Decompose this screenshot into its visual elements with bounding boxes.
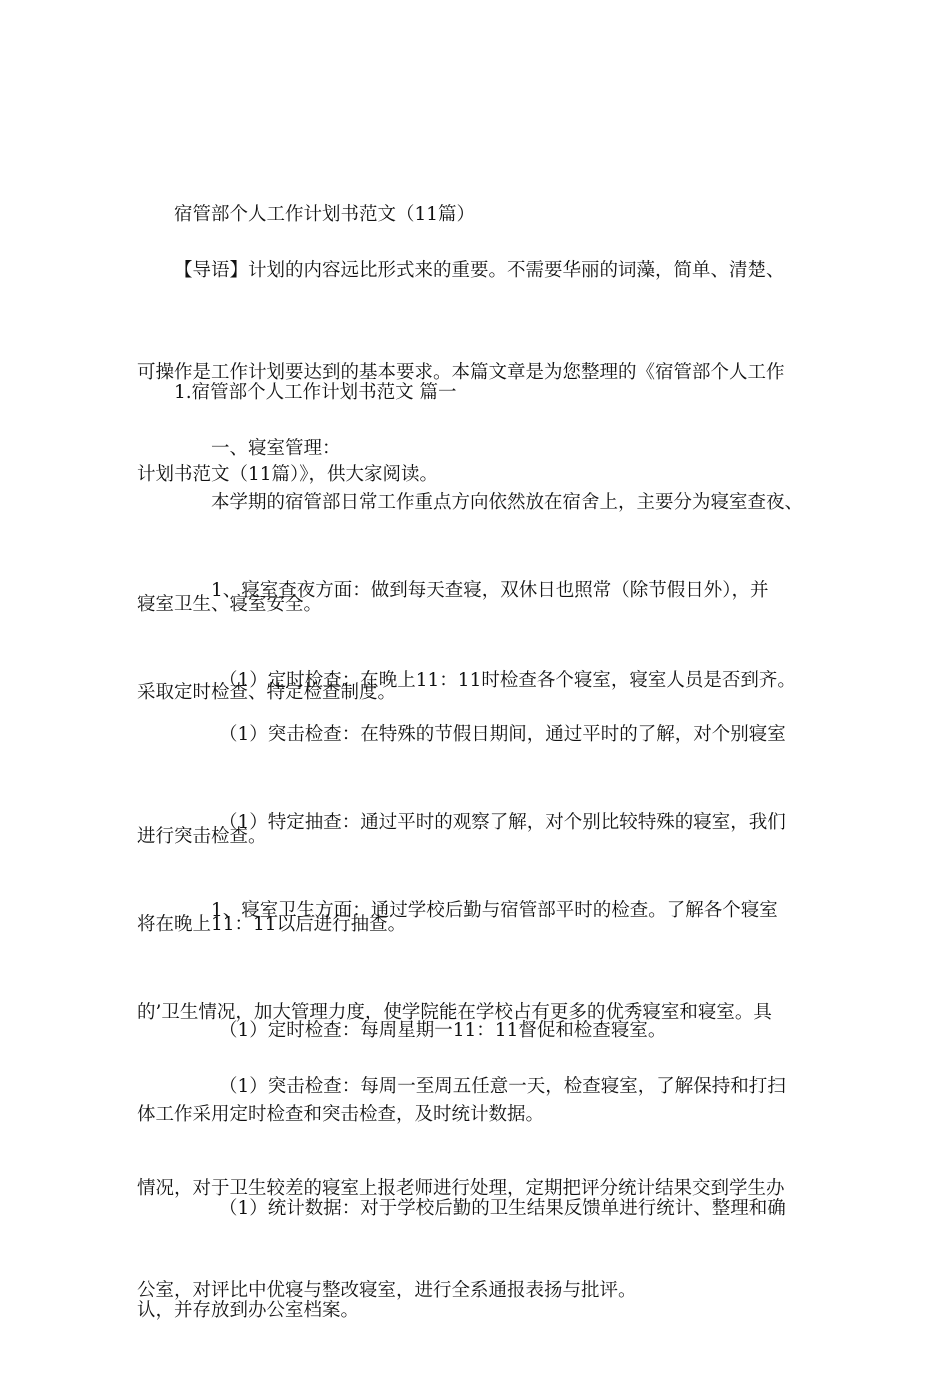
item6-line-2: 认，并存放到办公室档案。: [137, 1300, 360, 1321]
subheading-text: 一、寝室管理：: [211, 438, 341, 459]
item4-line-1: （1）定时检查：每周星期一11：11督促和检查寝室。: [219, 1020, 667, 1041]
para3-line-2: 的’卫生情况，加大管理力度，使学院能在学校占有更多的优秀寝室和寝室。具: [137, 1002, 772, 1023]
intro-line-2: 可操作是工作计划要达到的基本要求。本篇文章是为您整理的《宿管部个人工作: [137, 362, 785, 383]
item3-line-2: 将在晚上11：11以后进行抽查。: [137, 914, 407, 935]
item5-line-3: 公室，对评比中优寝与整改寝室，进行全系通报表扬与批评。: [137, 1280, 637, 1301]
item5-line-2: 情况，对于卫生较差的寝室上报老师进行处理，定期把评分统计结果交到学生办: [137, 1178, 785, 1199]
item3-line-1: （1）特定抽查：通过平时的观察了解，对个别比较特殊的寝室，我们: [219, 812, 786, 833]
para3-line-3: 体工作采用定时检查和突击检查，及时统计数据。: [137, 1104, 545, 1125]
para1-line-1: 本学期的宿管部日常工作重点方向依然放在宿舍上，主要分为寝室查夜、: [211, 492, 804, 513]
item-statistics: [137, 1124, 817, 1396]
para2-line-1: 1、寝室查夜方面：做到每天查寝，双休日也照常（除节假日外），并: [211, 580, 769, 601]
item2-line-2: 进行突击检查。: [137, 826, 267, 847]
item1-line-1: （1）定时检查：在晚上11：11时检查各个寝室，寝室人员是否到齐。: [219, 670, 796, 691]
para3-line-1: 1、寝室卫生方面：通过学校后勤与宿管部平时的检查。了解各个寝室: [211, 900, 778, 921]
intro-line-1: 【导语】计划的内容远比形式来的重要。不需要华丽的词藻，简单、清楚、: [174, 260, 785, 281]
item6-line-1: （1）统计数据：对于学校后勤的卫生结果反馈单进行统计、整理和确: [219, 1198, 786, 1219]
item2-line-1: （1）突击检查：在特殊的节假日期间，通过平时的了解，对个别寝室: [219, 724, 786, 745]
item5-line-1: （1）突击检查：每周一至周五任意一天，检查寝室，了解保持和打扫: [219, 1076, 786, 1097]
intro-line-3: 计划书范文（11篇）》，供大家阅读。: [137, 464, 439, 485]
title-line: 宿管部个人工作计划书范文（11篇）: [174, 204, 476, 225]
para1-line-2: 寝室卫生、寝室安全。: [137, 594, 323, 615]
section-heading-text: 1.宿管部个人工作计划书范文 篇一: [174, 382, 457, 403]
para2-line-2: 采取定时检查、特定检查制度。: [137, 682, 397, 703]
